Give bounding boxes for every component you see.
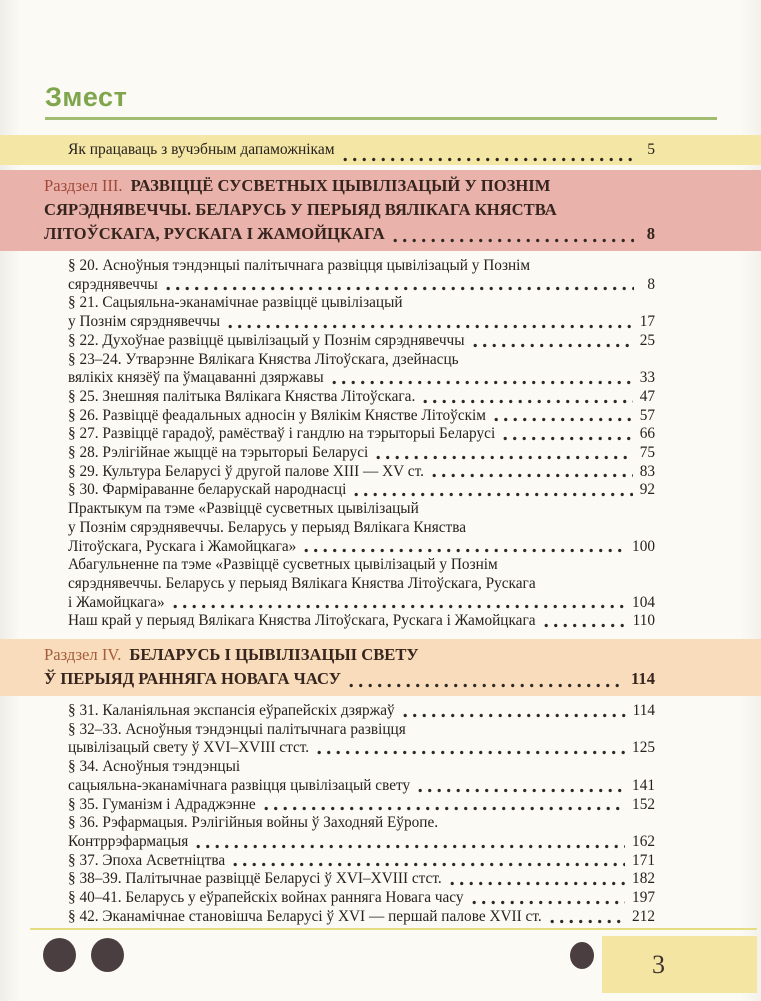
- title-underline: [45, 117, 717, 120]
- page-number: 17: [639, 313, 655, 331]
- dot-leader: [228, 324, 633, 329]
- toc-entry: [68, 407, 655, 426]
- page-number: 125: [632, 739, 655, 757]
- section-header: [0, 639, 761, 696]
- toc-entry: [68, 332, 655, 351]
- page-number: 33: [639, 369, 655, 387]
- toc-entry-line: [68, 777, 655, 796]
- dot-leader: [354, 492, 632, 497]
- section-header-line: [44, 667, 655, 691]
- page-number: 212: [632, 907, 655, 925]
- toc-entry-line: [68, 294, 655, 313]
- dot-leader: [304, 548, 625, 553]
- toc-entry-text: сацыяльна-эканамічнага развіцця цывілізацый свету: [68, 776, 411, 794]
- toc-entry: [68, 556, 655, 612]
- section-header-line: [44, 198, 655, 222]
- section-header-line: [44, 222, 655, 246]
- section-header-line: [44, 174, 655, 198]
- toc-entry: [68, 758, 655, 795]
- toc-entry-text: § 21. Сацыяльна-эканамічнае развіццё цывілізацый: [68, 294, 403, 312]
- dot-leader: [494, 417, 633, 422]
- toc-entry-text: у Познім сярэднявеччы. Беларусь у перыяд Вялікага Княства: [68, 518, 467, 536]
- dot-leader: [503, 436, 633, 441]
- folio-number: 3: [652, 949, 665, 979]
- toc-entry-text: § 36. Рэфармацыя. Рэлігійныя войны ў Заходняй Еўропе.: [68, 814, 439, 832]
- toc-entry: [68, 257, 655, 294]
- toc-entry-text: § 25. Знешняя палітыка Вялікага Княства Літоўскага.: [68, 387, 416, 405]
- toc-entry: [68, 852, 655, 871]
- toc-entry: [68, 702, 655, 721]
- toc-entry-text: § 32–33. Асноўныя тэндэнцыі палітычнага развіцця: [68, 720, 406, 738]
- dot-leader: [550, 919, 625, 924]
- toc-entry-text: § 34. Асноўныя тэндэнцыі: [68, 758, 241, 776]
- toc-entry-text: цывілізацый свету ў XVI–XVIII стст.: [68, 739, 310, 757]
- footer-dot-left-2: [91, 938, 124, 972]
- toc-entry-line: [68, 500, 655, 519]
- page-number: 8: [646, 224, 655, 243]
- toc-entry-line: [68, 481, 655, 500]
- page-number: 162: [632, 832, 655, 850]
- dot-leader: [418, 788, 625, 793]
- toc-entry-text: § 38–39. Палітычнае развіццё Беларусі ў XVI–XVIII стст.: [68, 870, 442, 888]
- toc-entry-line: [68, 908, 655, 927]
- toc-entry: [68, 481, 655, 500]
- toc-entry-line: [68, 369, 655, 388]
- section-prefix: Раздзел III.: [44, 176, 123, 195]
- toc-entry-line: [68, 332, 655, 351]
- toc-entry-text: § 23–24. Утварэнне Вялікага Княства Літоўскага, дзейнасць: [68, 350, 459, 368]
- toc-entry-text: Абагульненне па тэме «Развіццё сусветных цывілізацый у Познім: [68, 556, 498, 574]
- toc-entry-line: [68, 388, 655, 407]
- toc-entry-text: § 28. Рэлігійнае жыццё на тэрыторыі Беларусі: [68, 444, 369, 462]
- toc-entry: [68, 388, 655, 407]
- section-title-text: Ў ПЕРЫЯД РАННЯГА НОВАГА ЧАСУ: [44, 669, 341, 689]
- dot-leader: [403, 713, 626, 718]
- toc-entry-line: [68, 852, 655, 871]
- toc-entry-text: Контррэфармацыя: [68, 832, 189, 850]
- dot-leader: [376, 455, 632, 460]
- toc-entry-line: [68, 538, 655, 557]
- toc-entry: [68, 814, 655, 851]
- toc-entry: [68, 444, 655, 463]
- toc-entry-text: і Жамойцкага»: [68, 593, 165, 611]
- section-title-text: ЛІТОЎСКАГА, РУСКАГА І ЖАМОЙЦКАГА: [44, 224, 385, 243]
- footer-dot-right: [570, 942, 594, 969]
- folio-box: [602, 936, 757, 993]
- page-number: 100: [632, 537, 655, 555]
- toc-entry-line: [68, 575, 655, 594]
- toc-entry-line: [68, 519, 655, 538]
- page-number: 57: [639, 406, 655, 424]
- footer-dot-left-1: [43, 938, 76, 972]
- section-prefix: Раздзел IV.: [44, 645, 122, 665]
- page-number: 152: [632, 795, 655, 813]
- toc-entry-line: [68, 351, 655, 370]
- toc-entry-line: [68, 814, 655, 833]
- toc-entry-line: [68, 276, 655, 295]
- page-number: 5: [647, 141, 655, 158]
- section-title-text: БЕЛАРУСЬ І ЦЫВІЛІЗАЦЫІ СВЕТУ: [129, 645, 419, 665]
- toc-entry-text: Наш край у перыяд Вялікага Княства Літоўскага, Рускага і Жамойцкага: [68, 612, 536, 630]
- toc-entry-text: § 35. Гуманізм і Адраджэнне: [68, 795, 256, 813]
- toc-entry-text: § 29. Культура Беларусі ў другой палове XIII — XV ст.: [68, 462, 424, 480]
- toc-entry-line: [68, 833, 655, 852]
- dot-leader: [166, 286, 634, 291]
- dot-leader: [450, 881, 625, 886]
- toc-entry: [68, 425, 655, 444]
- toc-item-list: [0, 696, 761, 934]
- toc-entry-text: § 31. Каланіяльная экспансія еўрапейскіх дзяржаў: [68, 702, 395, 720]
- dot-leader: [472, 900, 626, 905]
- toc-entry: [68, 500, 655, 556]
- page-number: 92: [639, 481, 655, 499]
- dot-leader: [332, 380, 633, 385]
- toc-entry-text: § 40–41. Беларусь у еўрапейскіх войнах ранняга Новага часу: [68, 889, 464, 907]
- toc-entry-line: [68, 612, 655, 631]
- dot-leader: [423, 399, 632, 404]
- page-number: 114: [632, 702, 655, 720]
- page-number: 104: [632, 593, 655, 611]
- page-number: 66: [639, 425, 655, 443]
- toc-entry-text: § 26. Развіццё феадальных адносін у Вялікім Княстве Літоўскім: [68, 406, 486, 424]
- toc-entry: [68, 294, 655, 331]
- toc-entry-line: [68, 594, 655, 613]
- toc-entry-line: [68, 257, 655, 276]
- toc-entry-text: § 42. Эканамічнае становішча Беларусі ў XVI — першай палове XVII ст.: [68, 907, 542, 925]
- toc-entry-text: § 37. Эпоха Асветніцтва: [68, 851, 226, 869]
- dot-leader: [544, 623, 626, 628]
- toc-entry: [68, 721, 655, 758]
- page-number: 141: [632, 776, 655, 794]
- toc-entry: [68, 908, 655, 927]
- toc-entry: [68, 612, 655, 631]
- dot-leader: [343, 157, 634, 162]
- toc-entry-line: [68, 721, 655, 740]
- section-header: [0, 170, 761, 251]
- toc-item-list: [0, 251, 761, 639]
- toc-entry-line: [68, 556, 655, 575]
- section-header-line: [44, 643, 655, 667]
- toc-entry-line: [68, 702, 655, 721]
- toc-entry-text: § 20. Асноўныя тэндэнцыі палітычнага развіцця цывілізацый у Познім: [68, 257, 531, 274]
- dot-leader: [432, 473, 633, 478]
- toc-entry-line: [68, 407, 655, 426]
- page-number: 75: [639, 444, 655, 462]
- dot-leader: [196, 844, 625, 849]
- toc-entry-line: [68, 870, 655, 889]
- page-number: 8: [647, 275, 655, 293]
- dot-leader: [264, 806, 625, 811]
- dot-leader: [233, 862, 625, 867]
- page-number: 171: [632, 851, 655, 869]
- page-number: 83: [639, 462, 655, 480]
- toc-entry-line: [68, 889, 655, 908]
- toc-intro-row: [0, 135, 761, 165]
- toc-entry-text: сярэднявеччы. Беларусь у перыяд Вялікага Княства Літоўскага, Рускага: [68, 574, 536, 592]
- toc-entry: [68, 796, 655, 815]
- toc-entry-line: [68, 425, 655, 444]
- toc-sections: [0, 170, 761, 935]
- dot-leader: [349, 683, 624, 688]
- footer-rule: [30, 928, 757, 930]
- page-number: 25: [639, 331, 655, 349]
- toc-entry: [68, 889, 655, 908]
- toc-entry-text: § 30. Фарміраванне беларускай народнасці: [68, 481, 347, 499]
- section-title-text: РАЗВІЦЦЁ СУСВЕТНЫХ ЦЫВІЛІЗАЦЫЙ У ПОЗНІМ: [130, 176, 551, 195]
- toc-entry-text: Літоўскага, Рускага і Жамойцкага»: [68, 537, 297, 555]
- toc-entry-text: сярэднявеччы: [68, 275, 158, 293]
- toc-entry: [68, 351, 655, 388]
- page-number: 182: [632, 870, 655, 888]
- dot-leader: [393, 238, 634, 243]
- toc-entry-line: [68, 796, 655, 815]
- toc-entry-line: [68, 444, 655, 463]
- page-title: Змест: [45, 82, 128, 112]
- page-number: 114: [631, 669, 655, 689]
- toc-entry-text: § 22. Духоўнае развіццё цывілізацый у Познім сярэднявеччы: [68, 331, 465, 349]
- dot-leader: [317, 750, 625, 755]
- toc-entry: [68, 463, 655, 482]
- dot-leader: [473, 343, 633, 348]
- toc-entry-text: у Познім сярэднявеччы: [68, 313, 220, 331]
- toc-entry-text: Практыкум па тэме «Развіццё сусветных цывілізацый: [68, 500, 419, 518]
- toc-entry-line: [68, 463, 655, 482]
- toc-entry-line: [68, 758, 655, 777]
- page-number: 110: [632, 612, 655, 630]
- page-number: 47: [639, 387, 655, 405]
- toc-entry-text: вялікіх князёў па ўмацаванні дзяржавы: [68, 369, 324, 387]
- toc-entry-line: [68, 739, 655, 758]
- toc-entry-text: Як працаваць з вучэбным дапаможнікам: [68, 141, 335, 158]
- page-number: 197: [632, 889, 655, 907]
- dot-leader: [173, 604, 625, 609]
- toc-entry-line: [68, 313, 655, 332]
- section-title-text: СЯРЭДНЯВЕЧЧЫ. БЕЛАРУСЬ У ПЕРЫЯД ВЯЛІКАГА КНЯСТВА: [44, 200, 557, 219]
- toc-entry: [68, 870, 655, 889]
- toc-entry-text: § 27. Развіццё гарадоў, рамёстваў і гандлю на тэрыторыі Беларусі: [68, 425, 496, 443]
